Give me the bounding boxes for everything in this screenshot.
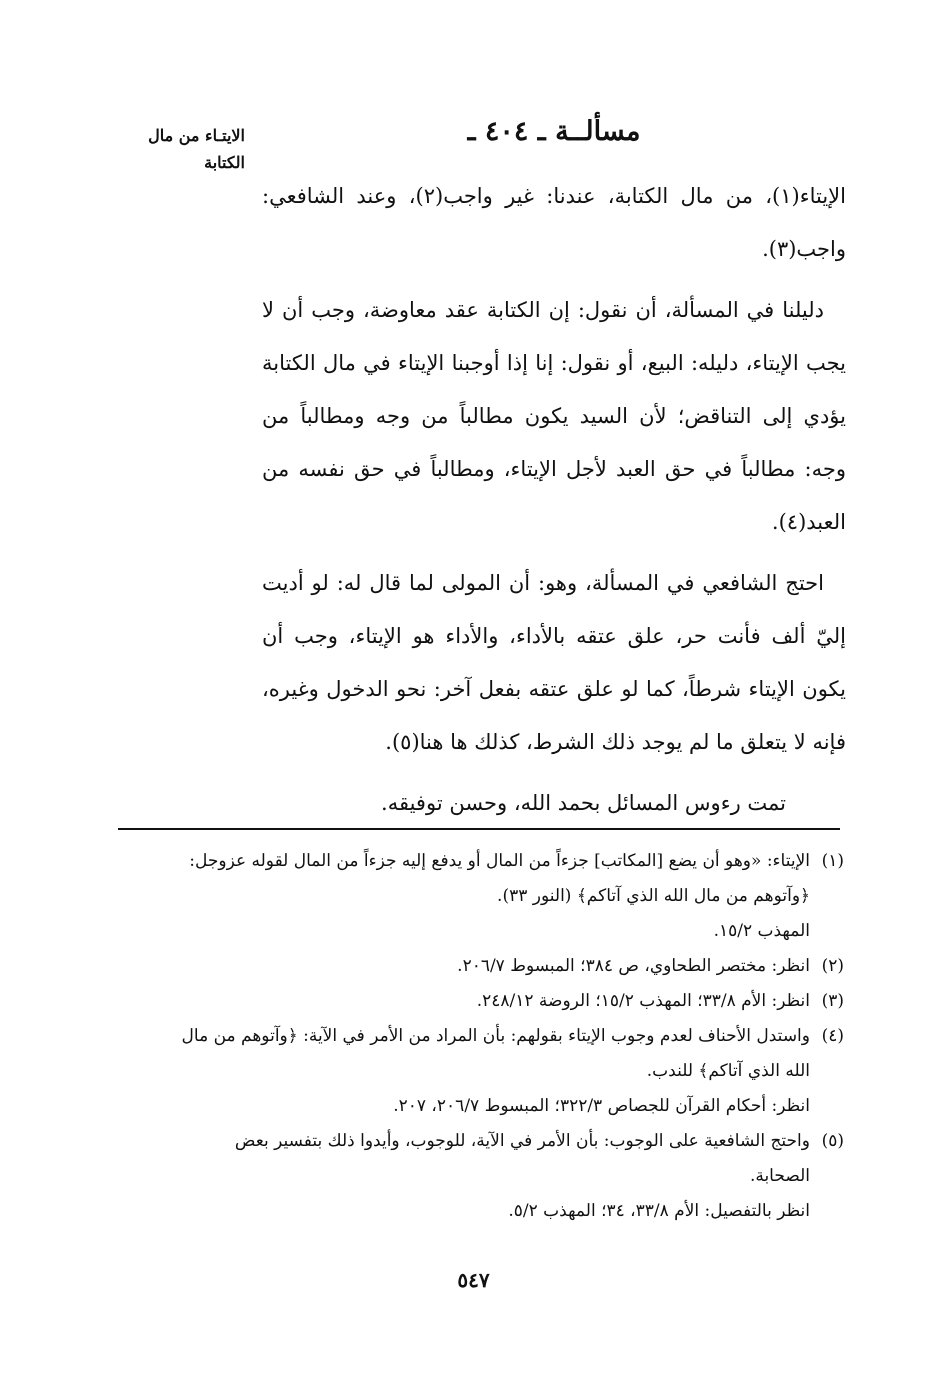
footnote-line: الإيتاء: «وهو أن يضع [المكاتب] جزءاً من المال أو يدفع إليه جزءاً من المال لقوله عزوجل:: [189, 851, 810, 871]
footnotes: [98, 844, 844, 1229]
footnote-body: [98, 949, 810, 984]
footnote-line: انظر: أحكام القرآن للجصاص ٣٢٢/٣؛ المبسوط ٢٠٦/٧، ٢٠٧.: [393, 1096, 810, 1116]
footnote-number: (١): [821, 851, 844, 871]
footnote-5: [98, 1124, 844, 1229]
footnote-line: الصحابة.: [749, 1166, 810, 1186]
footnote-2: [98, 949, 844, 984]
footnote-line: واستدل الأحناف لعدم وجوب الإيتاء بقولهم: بأن المراد من الأمر في الآية: ﴿وآتوهم من مال: [181, 1026, 810, 1046]
page-number: ٥٤٧: [457, 1268, 490, 1292]
paragraph-counter-argument: احتج الشافعي في المسألة، وهو: أن المولى لما قال له: لو أديت إليّ ألف فأنت حر، علق عتقه بالأداء، والأداء هو الإيتاء، وجب أن يكون الإيتاء شرطاً، كما لو علق عتقه بفعل آخر: نحو الدخول وغيره، فإنه لا يتعلق ما لم يوجد ذلك الشرط، كذلك ها هنا(٥).: [262, 571, 846, 754]
margin-note: [105, 122, 245, 176]
footnote-body: [98, 844, 810, 949]
closing-line: تمت رءوس المسائل بحمد الله، وحسن توفيقه.: [381, 791, 786, 815]
footnote-body: [98, 1019, 810, 1124]
footnote-4: [98, 1019, 844, 1124]
issue-heading: مسألــة ـ ٤٠٤ ـ: [467, 116, 641, 147]
footnote-number: (٤): [821, 1026, 844, 1046]
footnote-line: ﴿وآتوهم من مال الله الذي آتاكم﴾ (النور ٣٣).: [497, 886, 810, 906]
footnote-number: (٣): [821, 991, 844, 1011]
footnote-body: [98, 984, 810, 1019]
margin-note-line-2: الكتابة: [204, 153, 245, 172]
footnote-line: واحتج الشافعية على الوجوب: بأن الأمر في الآية، للوجوب، وأيدوا ذلك بتفسير بعض: [234, 1131, 810, 1151]
footnote-line: انظر: الأم ٣٣/٨؛ المهذب ١٥/٢؛ الروضة ٢٤٨/١٢.: [476, 991, 810, 1011]
footnote-line: المهذب ١٥/٢.: [713, 921, 810, 941]
footnote-3: [98, 984, 844, 1019]
main-text: [262, 170, 846, 838]
paragraph-evidence: دليلنا في المسألة، أن نقول: إن الكتابة عقد معاوضة، وجب أن لا يجب الإيتاء، دليله: البيع، أو نقول: إنا إذا أوجبنا الإيتاء في مال الكتابة يؤدي إلى التناقض؛ لأن السيد يكون مطالباً من وجه ومطالباً من وجه: مطالباً في حق العبد لأجل الإيتاء، ومطالباً في حق نفسه من العبد(٤).: [262, 298, 846, 534]
footnote-line: الله الذي آتاكم﴾ للندب.: [646, 1061, 810, 1081]
footnote-1: [98, 844, 844, 949]
footnote-number: (٥): [821, 1131, 844, 1151]
margin-note-line-1: الايتـاء من مال: [148, 126, 245, 145]
footnote-line: انظر: مختصر الطحاوي، ص ٣٨٤؛ المبسوط ٢٠٦/٧.: [457, 956, 810, 976]
footnote-line: انظر بالتفصيل: الأم ٣٣/٨، ٣٤؛ المهذب ٥/٢.: [508, 1201, 810, 1221]
footnote-number: (٢): [821, 956, 844, 976]
footnote-divider: [118, 828, 840, 830]
footnote-body: [98, 1124, 810, 1229]
paragraph-statement: الإيتاء(١)، من مال الكتابة، عندنا: غير واجب(٢)، وعند الشافعي: واجب(٣).: [262, 184, 846, 261]
